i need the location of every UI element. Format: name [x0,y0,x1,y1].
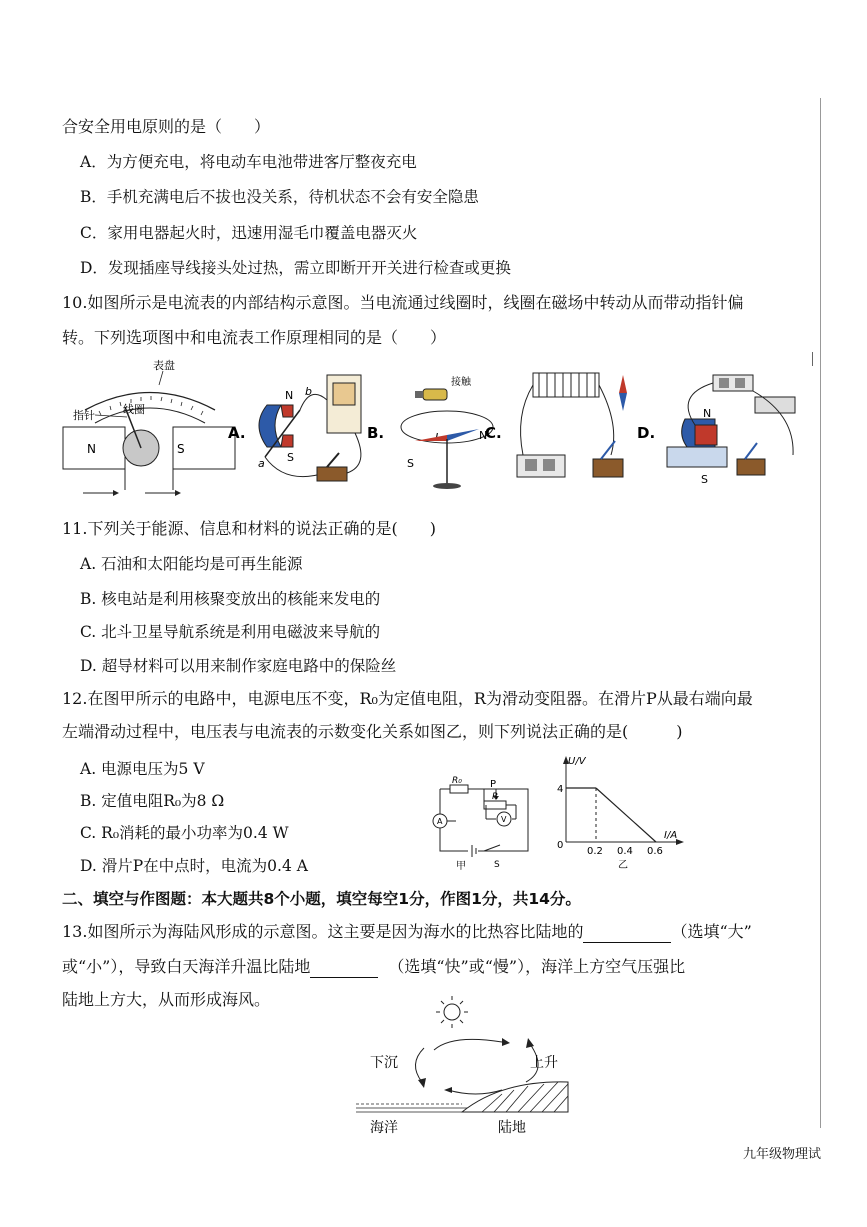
option-b-label: B. [367,424,385,442]
y-axis-label: U/V [568,756,586,767]
rise-label: 上升 [530,1055,558,1071]
ammeter-label: A [437,817,443,826]
option-a-s-label: S [287,451,294,464]
y-tick-4: 4 [557,784,564,795]
q13-blank-1[interactable] [583,924,671,943]
q11-stem: 11.下列关于能源、信息和材料的说法正确的是( ) [62,519,436,538]
x-axis-label: I/A [664,830,678,841]
q13-line2 [62,956,685,978]
q11-option-c: C. 北斗卫星导航系统是利用电磁波来导航的 [80,623,381,641]
ammeter-diagram [63,358,235,496]
q12-circuit-diagram [428,775,546,875]
q13-line2-text: 或“小”），导致白天海洋升温比陆地 [62,957,311,976]
voltage-slope [596,788,656,842]
wire-a-label: a [258,457,265,470]
south-pole-label: S [177,442,185,456]
option-c-s-label: S [407,457,414,470]
sink-label: 下沉 [370,1055,398,1071]
x-tick-0-2: 0.2 [587,846,603,857]
option-d-figure [517,373,655,477]
option-c-label: C. [485,424,502,442]
q13-line1-text: 13.如图所示为海陆风形成的示意图。这主要是因为海水的比热容比陆地的 [62,922,584,941]
pointer-label: 指针 [73,409,95,422]
option-c-n-label: N [479,429,488,442]
right-margin-rule [820,98,821,1128]
q12-option-d: D. 滑片P在中点时，电流为0.4 A [80,857,308,875]
r0-label: R₀ [452,776,462,786]
q9-option-a: A．为方便充电，将电动车电池带进客厅整夜充电 [80,153,417,171]
north-pole-label: N [87,442,96,456]
q11-option-d: D. 超导材料可以用来制作家庭电路中的保险丝 [80,657,397,675]
option-a-figure [228,375,361,481]
q10-stem-line2: 转。下列选项图中和电流表工作原理相同的是（ ） [62,328,447,347]
option-c-figure [401,375,502,489]
q9-stem-tail: 合安全用电原则的是（ ） [62,117,271,136]
voltmeter-label: V [501,815,507,824]
land-label: 陆地 [498,1120,526,1136]
q9-option-b: B．手机充满电后不拔也没关系，待机状态不会有安全隐患 [80,188,479,206]
q13-sea-breeze-figure [352,990,574,1138]
wire-b-label: b [305,385,312,398]
option-d-s-label: S [701,473,708,486]
q12-stem-line1: 12.在图甲所示的电路中，电源电压不变，R₀为定值电阻，R为滑动变阻器。在滑片P从最右端向最 [62,689,753,708]
q13-blank-2[interactable] [310,959,378,978]
coil-label: 线圈 [123,403,145,416]
p-label: P [490,779,497,790]
sea-label: 海洋 [370,1120,398,1136]
x-tick-0-6: 0.6 [647,846,663,857]
section2-heading: 二、填空与作图题：本大题共8个小题，填空每空1分，作图1分，共14分。 [62,890,581,908]
q13-line1 [62,921,752,943]
x-tick-0-4: 0.4 [617,846,633,857]
dial-label: 表盘 [153,359,175,372]
option-a-label: A. [228,424,246,442]
land-hill [462,1082,568,1112]
origin-label: 0 [557,840,564,851]
switch-label: S [494,860,500,870]
option-d-label: D. [637,424,656,442]
q13-line2-hint: （选填“快”或“慢”），海洋上方空气压强比 [388,957,686,976]
page-footer: 九年级物理试 [742,1147,821,1162]
q13-line1-hint: （选填“大” [671,922,752,941]
q12-u-i-graph [552,754,692,872]
q10-stem-line1: 10.如图所示是电流表的内部结构示意图。当电流通过线圈时，线圈在磁场中转动从而带动指针偏 [62,293,744,312]
q11-option-a: A. 石油和太阳能均是可再生能源 [80,555,303,573]
circuit-caption: 甲 [456,861,466,872]
sun-icon [436,996,468,1028]
q10-figure [55,355,815,500]
q12-option-b: B. 定值电阻R₀为8 Ω [80,792,225,810]
option-d-n-label: N [703,407,712,420]
contact-label: 接触 [451,377,471,388]
option-d-motor-figure [667,375,795,486]
graph-caption: 乙 [618,860,628,871]
r-label: R [492,792,499,802]
q12-option-c: C. R₀消耗的最小功率为0.4 W [80,824,289,842]
q9-option-d: D．发现插座导线接头处过热，需立即断开开关进行检查或更换 [80,259,511,277]
q13-line3: 陆地上方大，从而形成海风。 [62,990,271,1009]
q12-stem-line2: 左端滑动过程中，电压表与电流表的示数变化关系如图乙，则下列说法正确的是( ) [62,722,683,741]
q12-option-a: A. 电源电压为5 V [80,760,205,778]
q9-option-c: C．家用电器起火时，迅速用湿毛巾覆盖电器灭火 [80,224,418,242]
option-a-n-label: N [285,389,294,402]
q11-option-b: B. 核电站是利用核聚变放出的核能来发电的 [80,590,381,608]
